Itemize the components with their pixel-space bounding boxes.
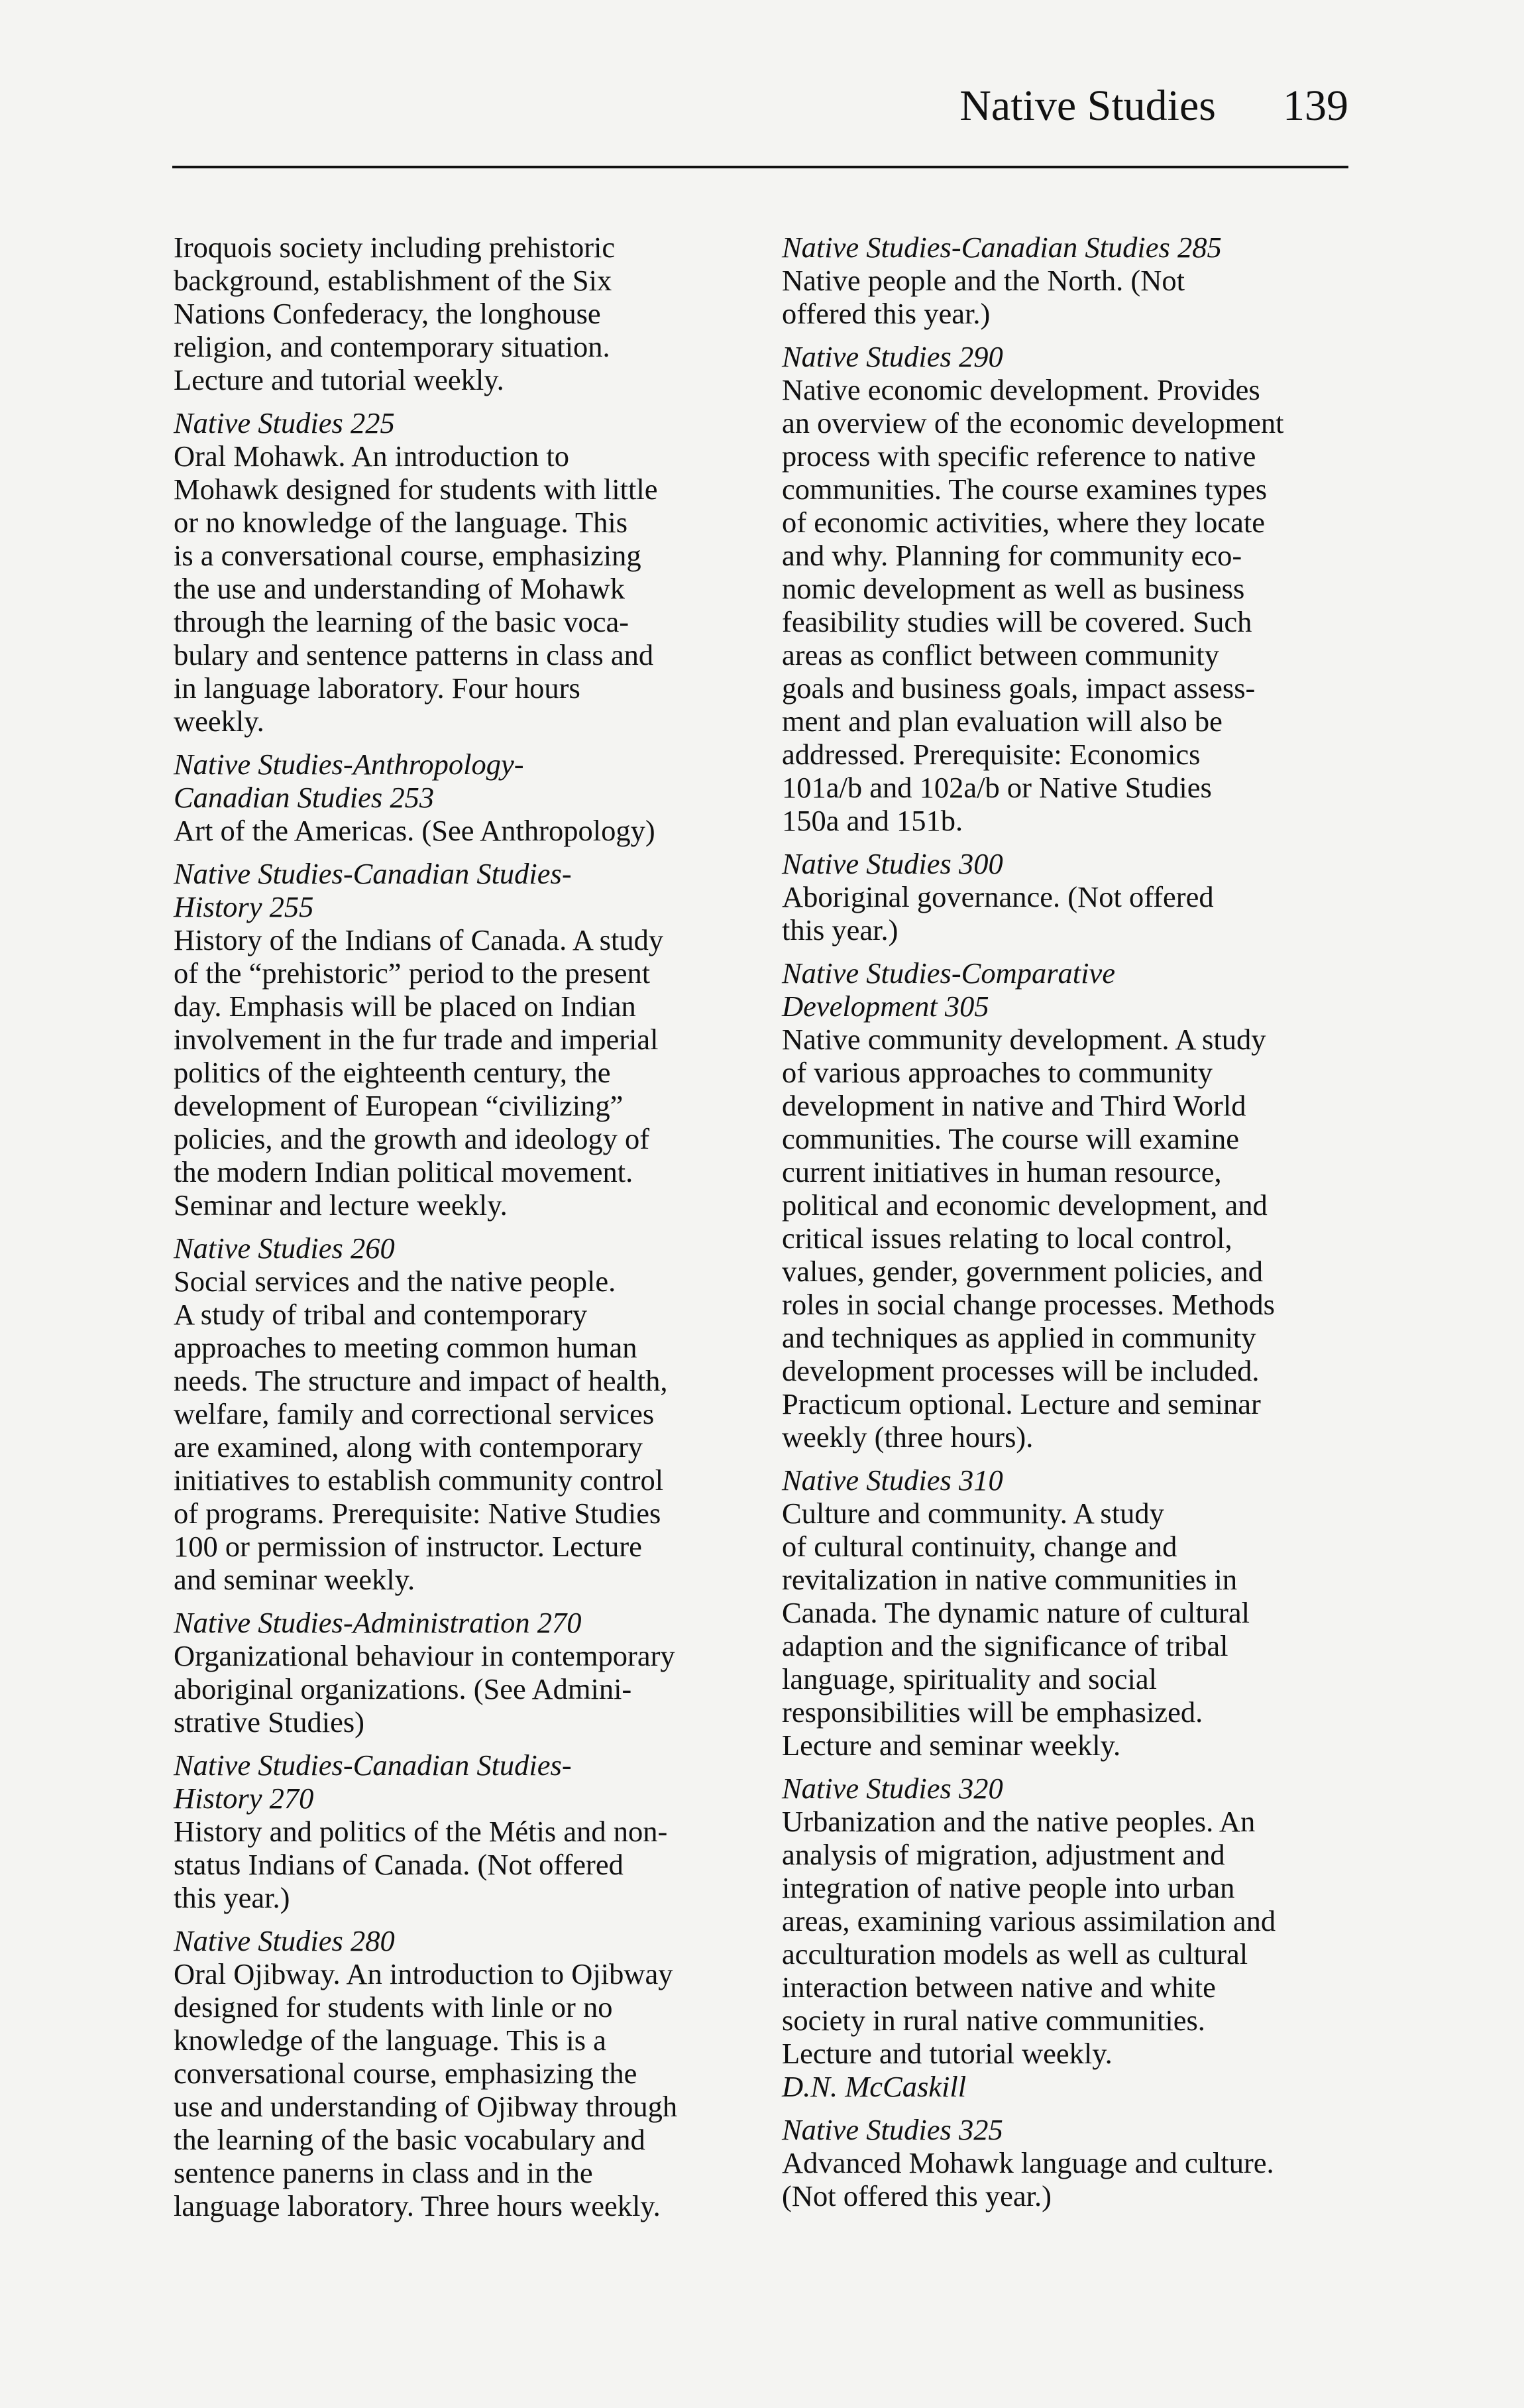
course-description-line: is a conversational course, emphasizing	[174, 539, 641, 572]
intro-paragraph	[174, 231, 743, 396]
course-description-line: development of European “civilizing”	[174, 1089, 624, 1122]
course-entry	[782, 231, 1352, 330]
course-title-line: Native Studies 310	[782, 1463, 1003, 1497]
course-description-line: nomic development as well as business	[782, 572, 1245, 605]
course-title-line: History 255	[174, 890, 314, 923]
course-description-line: 100 or permission of instructor. Lecture	[174, 1530, 642, 1563]
course-title-line: Canadian Studies 253	[174, 781, 435, 814]
intro-line: Nations Confederacy, the longhouse	[174, 297, 601, 330]
course-description-line: adaption and the significance of tribal	[782, 1629, 1228, 1662]
course-title-line: Development 305	[782, 990, 989, 1023]
course-description	[174, 1815, 743, 1914]
course-description-line: areas, examining various assimilation and	[782, 1904, 1276, 1937]
course-description-line: policies, and the growth and ideology of	[174, 1122, 650, 1155]
course-entry	[174, 1924, 743, 2222]
course-description	[782, 1497, 1352, 1762]
course-title	[174, 1749, 743, 1815]
course-description-line: 101a/b and 102a/b or Native Studies	[782, 771, 1212, 804]
course-description-line: analysis of migration, adjustment and	[782, 1838, 1225, 1871]
course-entry	[174, 1749, 743, 1914]
course-description-line: the use and understanding of Mohawk	[174, 572, 625, 605]
course-title	[174, 1232, 743, 1265]
course-entry	[782, 1772, 1352, 2103]
course-title-line: Native Studies-Administration 270	[174, 1606, 582, 1639]
course-title	[174, 857, 743, 923]
course-entry	[782, 956, 1352, 1454]
course-description-line: of programs. Prerequisite: Native Studies	[174, 1497, 661, 1530]
course-entry	[782, 1463, 1352, 1762]
course-description-line: Oral Mohawk. An introduction to	[174, 439, 569, 473]
course-description-line: goals and business goals, impact assess-	[782, 671, 1256, 705]
course-title	[174, 1606, 743, 1639]
course-title	[174, 748, 743, 814]
course-title-line: Native Studies 300	[782, 847, 1003, 880]
course-title	[782, 2113, 1352, 2146]
course-title-line: Native Studies-Canadian Studies-	[174, 1749, 572, 1782]
course-entry	[174, 1606, 743, 1739]
course-description-line: areas as conflict between community	[782, 638, 1219, 671]
page-number: 139	[1283, 82, 1348, 130]
course-description-line: the learning of the basic vocabulary and	[174, 2123, 645, 2156]
course-description-line: A study of tribal and contemporary	[174, 1298, 588, 1331]
course-description-line: Oral Ojibway. An introduction to Ojibway	[174, 1957, 673, 1990]
course-description-line: and why. Planning for community eco-	[782, 539, 1242, 572]
course-description	[782, 1023, 1352, 1454]
instructor-signature: D.N. McCaskill	[782, 2070, 967, 2103]
course-description-line: Social services and the native people.	[174, 1265, 616, 1298]
course-description-line: weekly (three hours).	[782, 1420, 1034, 1454]
course-title	[782, 231, 1352, 264]
course-description-line: this year.)	[782, 913, 898, 946]
course-description-line: Art of the Americas. (See Anthropology)	[174, 814, 655, 847]
course-description	[174, 814, 743, 847]
course-description-line: integration of native people into urban	[782, 1871, 1235, 1904]
course-description-line: conversational course, emphasizing the	[174, 2057, 637, 2090]
course-description-line: Lecture and seminar weekly.	[782, 1729, 1121, 1762]
course-description-line: History of the Indians of Canada. A study	[174, 923, 664, 956]
course-entry	[174, 857, 743, 1222]
course-title	[782, 847, 1352, 880]
course-description-line: politics of the eighteenth century, the	[174, 1056, 611, 1089]
course-description-line: society in rural native communities.	[782, 2004, 1205, 2037]
course-description-line: involvement in the fur trade and imperial	[174, 1023, 659, 1056]
course-description-line: through the learning of the basic voca-	[174, 605, 629, 638]
course-description	[174, 1957, 743, 2222]
course-description-line: sentence panerns in class and in the	[174, 2156, 593, 2189]
course-description-line: of cultural continuity, change and	[782, 1530, 1177, 1563]
course-description-line: communities. The course will examine	[782, 1122, 1239, 1155]
course-description	[174, 1639, 743, 1739]
course-description	[782, 264, 1352, 330]
course-description-line: Native people and the North. (Not	[782, 264, 1185, 297]
course-title-line: Native Studies 280	[174, 1924, 395, 1957]
course-description-line: approaches to meeting common human	[174, 1331, 637, 1364]
course-description-line: knowledge of the language. This is a	[174, 2024, 606, 2057]
course-description-line: current initiatives in human resource,	[782, 1155, 1222, 1188]
course-description-line: interaction between native and white	[782, 1971, 1216, 2004]
course-description-line: strative Studies)	[174, 1705, 364, 1739]
course-entry	[174, 406, 743, 738]
intro-line: background, establishment of the Six	[174, 264, 612, 297]
course-description-line: development processes will be included.	[782, 1354, 1260, 1387]
intro-line: Lecture and tutorial weekly.	[174, 363, 504, 396]
course-entry	[782, 2113, 1352, 2212]
course-title	[782, 1772, 1352, 1805]
header-rule	[172, 166, 1348, 168]
course-description-line: roles in social change processes. Methods	[782, 1288, 1275, 1321]
course-title-line: History 270	[174, 1782, 314, 1815]
course-title-line: Native Studies-Anthropology-	[174, 748, 524, 781]
course-title-line: Native Studies-Canadian Studies-	[174, 857, 572, 890]
course-description-line: language, spirituality and social	[782, 1662, 1157, 1695]
right-column	[782, 231, 1352, 2222]
course-description-line: welfare, family and correctional services	[174, 1397, 655, 1430]
course-description-line: Seminar and lecture weekly.	[174, 1188, 508, 1222]
course-description-line: Organizational behaviour in contemporary	[174, 1639, 675, 1672]
course-entry	[782, 340, 1352, 837]
course-description-line: this year.)	[174, 1881, 290, 1914]
course-description-line: and techniques as applied in community	[782, 1321, 1256, 1354]
course-description-line: ment and plan evaluation will also be	[782, 705, 1223, 738]
course-description-line: needs. The structure and impact of health,	[174, 1364, 668, 1397]
course-title	[782, 1463, 1352, 1497]
course-title	[782, 956, 1352, 1023]
course-description-line: aboriginal organizations. (See Admini-	[174, 1672, 632, 1705]
course-description-line: of various approaches to community	[782, 1056, 1213, 1089]
course-description-line: day. Emphasis will be placed on Indian	[174, 990, 636, 1023]
course-description-line: are examined, along with contemporary	[174, 1430, 643, 1463]
course-title-line: Native Studies 320	[782, 1772, 1003, 1805]
course-description-line: political and economic development, and	[782, 1188, 1268, 1222]
course-title-line: Native Studies 260	[174, 1232, 395, 1265]
course-title-line: Native Studies 325	[782, 2113, 1003, 2146]
course-description-line: Mohawk designed for students with little	[174, 473, 658, 506]
course-description-line: communities. The course examines types	[782, 473, 1268, 506]
course-description-line: use and understanding of Ojibway through	[174, 2090, 678, 2123]
course-description-line: values, gender, government policies, and	[782, 1255, 1264, 1288]
course-description-line: addressed. Prerequisite: Economics	[782, 738, 1201, 771]
course-description-line: bulary and sentence patterns in class and	[174, 638, 654, 671]
course-description-line: acculturation models as well as cultural	[782, 1937, 1248, 1971]
course-description-line: language laboratory. Three hours weekly.	[174, 2189, 661, 2222]
course-description-line: Lecture and tutorial weekly.	[782, 2037, 1113, 2070]
course-description-line: of the “prehistoric” period to the present	[174, 956, 651, 990]
course-title	[174, 1924, 743, 1957]
course-description-line: Native community development. A study	[782, 1023, 1266, 1056]
course-description	[782, 373, 1352, 837]
course-description-line: status Indians of Canada. (Not offered	[174, 1848, 624, 1881]
course-description-line: responsibilities will be emphasized.	[782, 1695, 1203, 1729]
course-description-line: and seminar weekly.	[174, 1563, 415, 1596]
course-description-line: Urbanization and the native peoples. An	[782, 1805, 1256, 1838]
course-description	[782, 880, 1352, 946]
course-title	[174, 406, 743, 439]
course-title-line: Native Studies 225	[174, 406, 395, 439]
course-description-line: in language laboratory. Four hours	[174, 671, 580, 705]
course-description-line: Advanced Mohawk language and culture.	[782, 2146, 1274, 2179]
course-entry	[174, 748, 743, 847]
course-description-line: Canada. The dynamic nature of cultural	[782, 1596, 1250, 1629]
course-title-line: Native Studies 290	[782, 340, 1003, 373]
course-description-line: Practicum optional. Lecture and seminar	[782, 1387, 1261, 1420]
course-description-line: revitalization in native communities in	[782, 1563, 1238, 1596]
section-title: Native Studies	[959, 82, 1216, 130]
course-description-line: development in native and Third World	[782, 1089, 1246, 1122]
course-description-line: feasibility studies will be covered. Such	[782, 605, 1252, 638]
course-title-line: Native Studies-Canadian Studies 285	[782, 231, 1222, 264]
course-description-line: designed for students with linle or no	[174, 1990, 613, 2024]
course-description-line: 150a and 151b.	[782, 804, 963, 837]
course-description-line: process with specific reference to native	[782, 439, 1256, 473]
course-entry	[174, 1232, 743, 1596]
course-description-line: (Not offered this year.)	[782, 2179, 1052, 2212]
course-description-line: initiatives to establish community control	[174, 1463, 664, 1497]
course-description-line: the modern Indian political movement.	[174, 1155, 633, 1188]
course-description	[782, 1805, 1352, 2103]
intro-line: Iroquois society including prehistoric	[174, 231, 616, 264]
course-description-line: of economic activities, where they locate	[782, 506, 1265, 539]
course-description-line: Native economic development. Provides	[782, 373, 1260, 406]
course-description-line: an overview of the economic development	[782, 406, 1284, 439]
course-description-line: Aboriginal governance. (Not offered	[782, 880, 1214, 913]
course-description-line: or no knowledge of the language. This	[174, 506, 628, 539]
course-title	[782, 340, 1352, 373]
course-description	[174, 1265, 743, 1596]
course-description-line: offered this year.)	[782, 297, 991, 330]
course-description-line: weekly.	[174, 705, 264, 738]
course-entry	[782, 847, 1352, 946]
course-description-line: critical issues relating to local control,	[782, 1222, 1232, 1255]
running-header	[172, 74, 1348, 134]
left-column	[174, 231, 743, 2232]
intro-line: religion, and contemporary situation.	[174, 330, 610, 363]
course-title-line: Native Studies-Comparative	[782, 956, 1116, 990]
course-description	[174, 439, 743, 738]
course-description-line: Culture and community. A study	[782, 1497, 1164, 1530]
course-description	[782, 2146, 1352, 2212]
course-description-line: History and politics of the Métis and non-	[174, 1815, 668, 1848]
course-description	[174, 923, 743, 1222]
